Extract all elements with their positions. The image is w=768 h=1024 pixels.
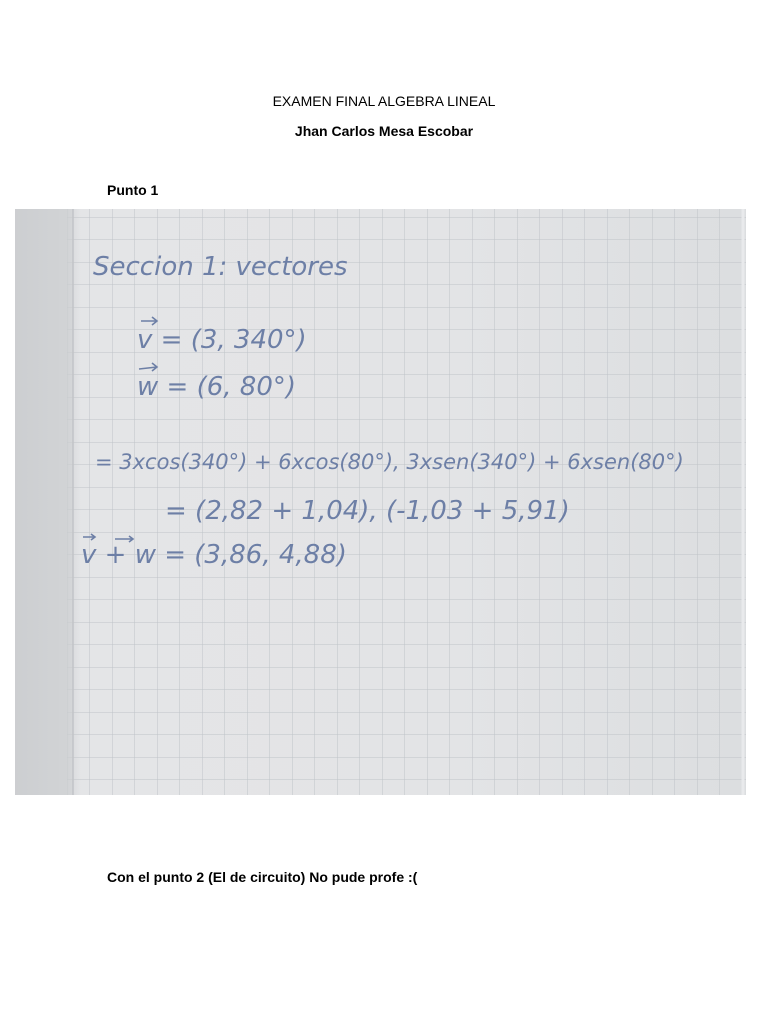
document-title: EXAMEN FINAL ALGEBRA LINEAL [272, 93, 496, 109]
handwritten-line-v: v = (3, 340°) [137, 325, 307, 355]
notebook-photo [15, 209, 746, 795]
handwritten-line-sum-expansion: = 3xcos(340°) + 6xcos(80°), 3xsen(340°) + 6xsen(80°) [95, 450, 684, 474]
handwritten-line-w: w = (6, 80°) [137, 372, 297, 402]
section-label: Punto 1 [107, 182, 159, 198]
author-name: Jhan Carlos Mesa Escobar [294, 123, 474, 139]
handwritten-heading: Seccion 1: vectores [93, 252, 348, 282]
graph-paper [15, 209, 746, 795]
handwritten-line-result: v + w = (3,86, 4,88) [81, 540, 347, 570]
handwritten-line-partial-values: = (2,82 + 1,04), (-1,03 + 5,91) [165, 496, 570, 526]
closing-note: Con el punto 2 (El de circuito) No pude profe :( [107, 869, 418, 885]
